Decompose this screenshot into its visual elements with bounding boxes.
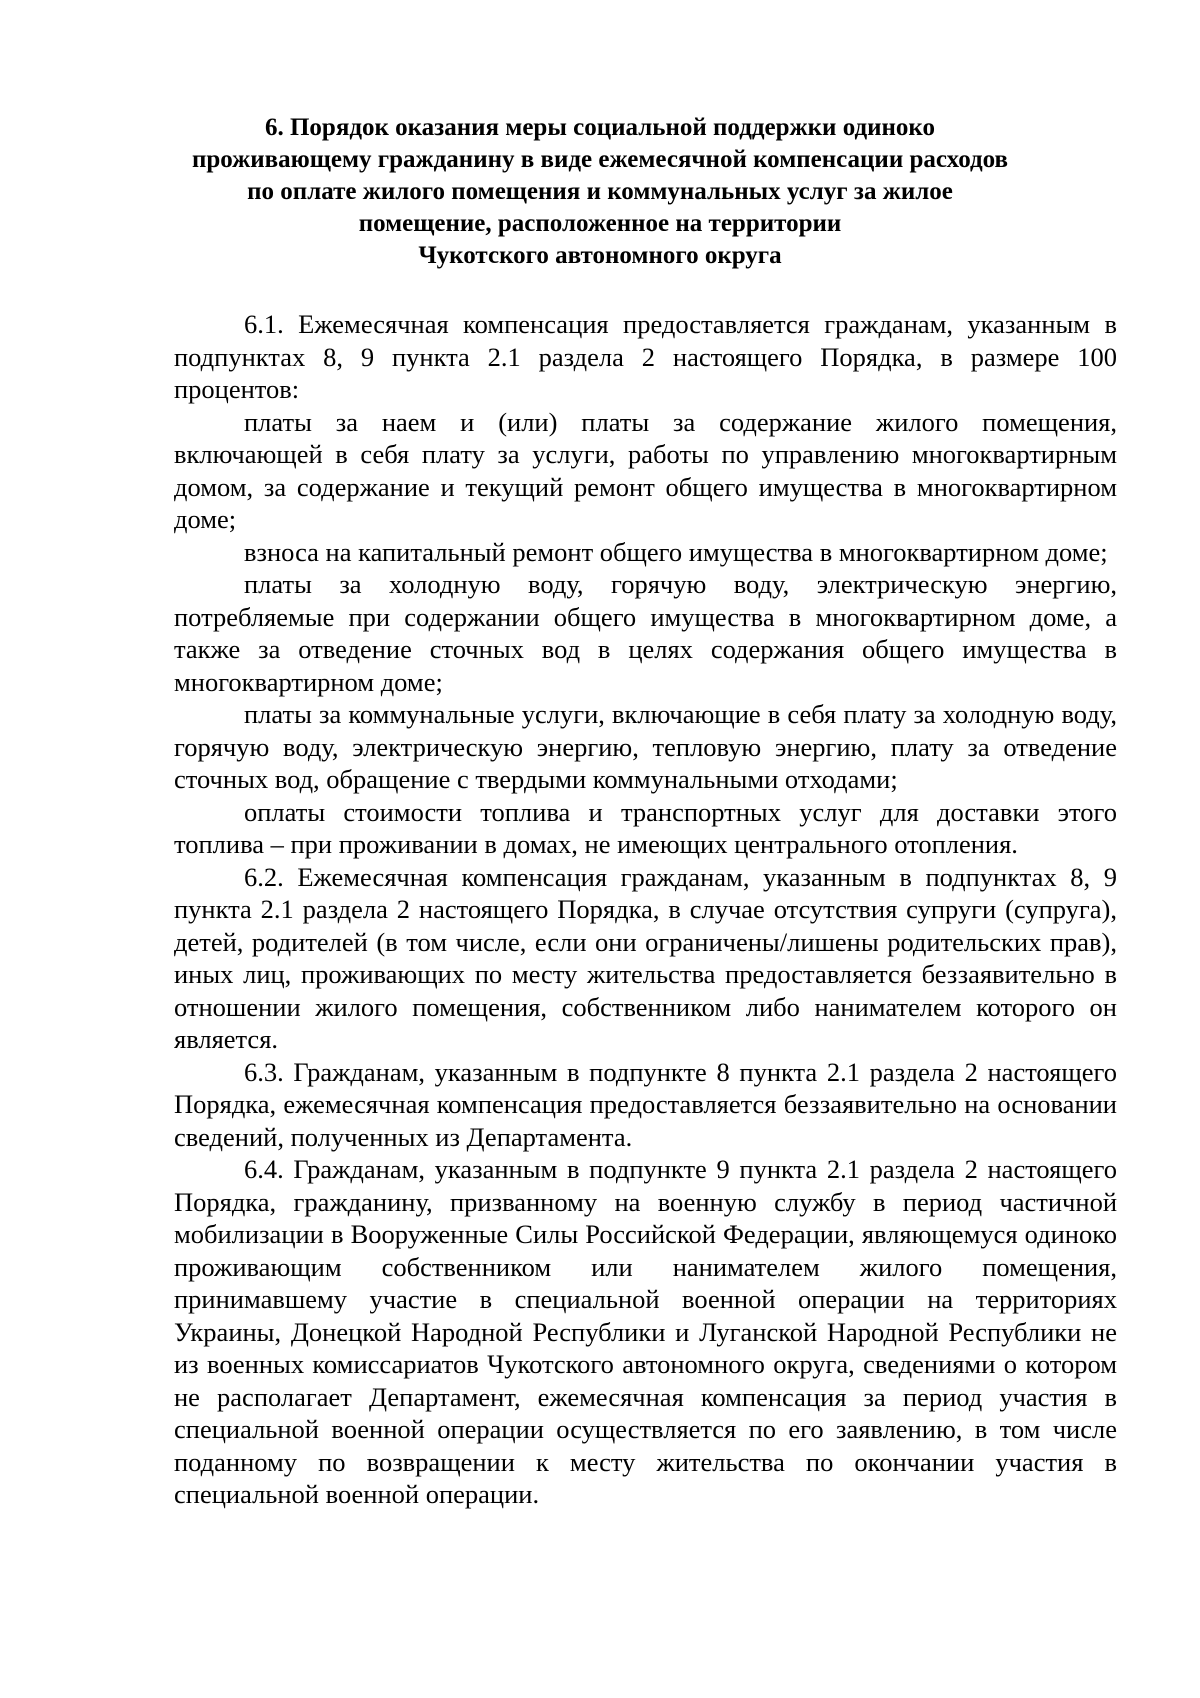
list-item-common-utilities: платы за холодную воду, горячую воду, электрическую энергию, потребляемые при содержании общего имущества в многоквартирном доме, а также за отведение сточных вод в целях содержания общего имущества в многоквартирном доме;	[174, 569, 1117, 697]
list-item-capital-repair: взноса на капитальный ремонт общего имущества в многоквартирном доме;	[244, 536, 1108, 567]
list-item-fuel: оплаты стоимости топлива и транспортных услуг для доставки этого топлива – при проживании в домах, не имеющих центрального отопления.	[174, 796, 1117, 859]
heading-line: помещение, расположенное на территории	[358, 210, 842, 237]
paragraph-6-3: 6.3. Гражданам, указанным в подпункте 8 пункта 2.1 раздела 2 настоящего Порядка, ежемесячная компенсация предоставляется беззаявительно на основании сведений, полученных из Департамента.	[174, 1056, 1117, 1152]
list-item-rent: платы за наем и (или) платы за содержание жилого помещения, включающей в себя плату за услуги, работы по управлению многоквартирным домом, за содержание и текущий ремонт общего имущества в многоквартирном доме;	[174, 406, 1117, 534]
section-heading	[160, 112, 1040, 272]
heading-line: проживающему гражданину в виде ежемесячной компенсации расходов	[191, 146, 1009, 173]
paragraph-6-2: 6.2. Ежемесячная компенсация гражданам, указанным в подпунктах 8, 9 пункта 2.1 раздела 2 настоящего Порядка, в случае отсутствия супруги (супруга), детей, родителей (в том числе, если они ограничены/лишены родительских прав), иных лиц, проживающих по месту жительства предоставляется беззаявительно в отношении жилого помещения, собственником либо нанимателем которого он является.	[174, 861, 1117, 1054]
heading-line: 6. Порядок оказания меры социальной поддержки одиноко	[264, 114, 936, 141]
list-item-communal-services: платы за коммунальные услуги, включающие в себя плату за холодную воду, горячую воду, электрическую энергию, тепловую энергию, плату за отведение сточных вод, обращение с твердыми коммунальными отходами;	[174, 699, 1117, 794]
paragraph-6-4: 6.4. Гражданам, указанным в подпункте 9 пункта 2.1 раздела 2 настоящего Порядка, гражданину, призванному на военную службу в период частичной мобилизации в Вооруженные Силы Российской Федерации, являющемуся одиноко проживающим собственником или нанимателем жилого помещения, принимавшему участие в специальной военной операции на территориях Украины, Донецкой Народной Республики и Луганской Народной Республики не из военных комиссариатов Чукотского автономного округа, сведениями о котором не располагает Департамент, ежемесячная компенсация за период участия в специальной военной операции осуществляется по его заявлению, в том числе поданному по возвращении к месту жительства по окончании участия в специальной военной операции.	[174, 1154, 1117, 1509]
paragraph-6-1: 6.1. Ежемесячная компенсация предоставляется гражданам, указанным в подпунктах 8, 9 пункта 2.1 раздела 2 настоящего Порядка, в размере 100 процентов:	[174, 309, 1117, 404]
heading-line: по оплате жилого помещения и коммунальных услуг за жилое	[247, 178, 953, 205]
document-body	[174, 308, 1117, 1511]
heading-line: Чукотского автономного округа	[418, 242, 782, 269]
